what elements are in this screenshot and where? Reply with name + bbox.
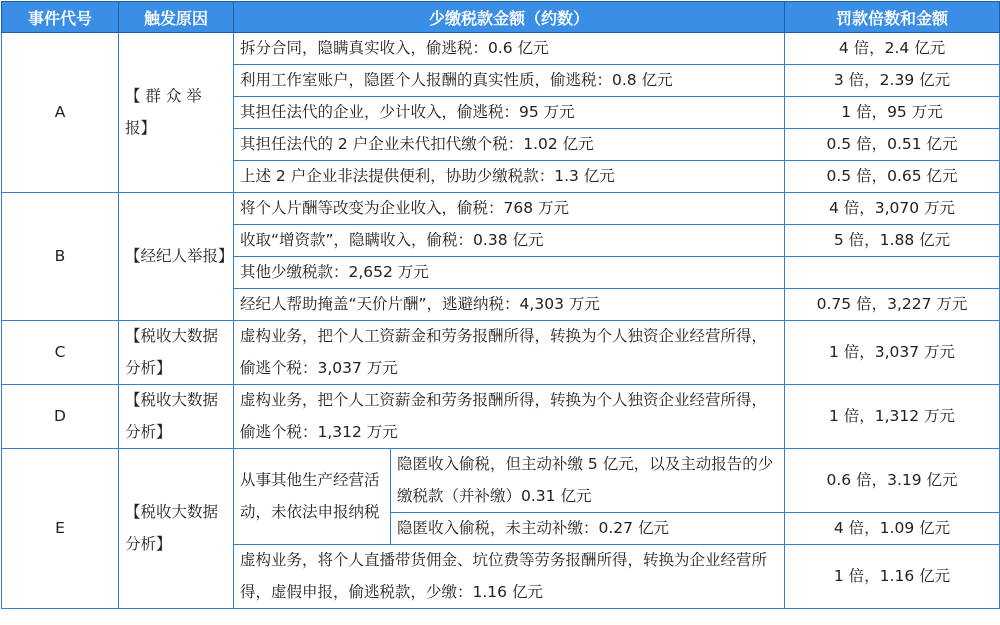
- event-description: 其他少缴税款：2,652 万元: [234, 257, 785, 289]
- table-header-row: [2, 2, 1000, 33]
- event-description: 将个人片酬等改变为企业收入，偷税：768 万元: [234, 193, 785, 225]
- event-trigger: 【税收大数据分析】: [119, 321, 234, 385]
- event-description: 其担任法代的 2 户企业未代扣代缴个税：1.02 亿元: [234, 129, 785, 161]
- event-trigger: 【经纪人举报】: [119, 193, 234, 321]
- event-code: C: [2, 321, 119, 385]
- event-penalty: 3 倍，2.39 亿元: [785, 65, 1000, 97]
- event-code: A: [2, 33, 119, 193]
- event-penalty: 1 倍，95 万元: [785, 97, 1000, 129]
- event-penalty: 5 倍，1.88 亿元: [785, 225, 1000, 257]
- event-penalty: 1 倍，1.16 亿元: [785, 545, 1000, 609]
- event-penalty: 4 倍，2.4 亿元: [785, 33, 1000, 65]
- table-row: [2, 449, 1000, 513]
- header-trigger: 触发原因: [119, 2, 234, 33]
- event-code: E: [2, 449, 119, 609]
- table-row: [2, 33, 1000, 65]
- table-row: [2, 193, 1000, 225]
- table-row: [2, 321, 1000, 385]
- event-description: 收取“增资款”，隐瞒收入，偷税：0.38 亿元: [234, 225, 785, 257]
- event-penalty: 1 倍，3,037 万元: [785, 321, 1000, 385]
- event-code: D: [2, 385, 119, 449]
- event-description: 虚构业务，把个人工资薪金和劳务报酬所得，转换为个人独资企业经营所得，偷逃个税：3,037 万元: [234, 321, 785, 385]
- event-description: 上述 2 户企业非法提供便利，协助少缴税款：1.3 亿元: [234, 161, 785, 193]
- event-description: 虚构业务，将个人直播带货佣金、坑位费等劳务报酬所得，转换为企业经营所得，虚假申报，偷逃税款，少缴：1.16 亿元: [234, 545, 785, 609]
- event-description: 隐匿收入偷税，未主动补缴：0.27 亿元: [391, 513, 785, 545]
- event-description: 拆分合同，隐瞒真实收入，偷逃税：0.6 亿元: [234, 33, 785, 65]
- header-underpaid-tax: 少缴税款金额（约数）: [234, 2, 785, 33]
- event-trigger: 【税收大数据分析】: [119, 385, 234, 449]
- event-penalty: 4 倍，1.09 亿元: [785, 513, 1000, 545]
- event-penalty: 0.6 倍，3.19 亿元: [785, 449, 1000, 513]
- event-code: B: [2, 193, 119, 321]
- event-description: 经纪人帮助掩盖“天价片酬”，逃避纳税：4,303 万元: [234, 289, 785, 321]
- header-penalty: 罚款倍数和金额: [785, 2, 1000, 33]
- event-description: 虚构业务，把个人工资薪金和劳务报酬所得，转换为个人独资企业经营所得，偷逃个税：1,312 万元: [234, 385, 785, 449]
- event-penalty: [785, 257, 1000, 289]
- event-penalty: 0.75 倍，3,227 万元: [785, 289, 1000, 321]
- table-row: [2, 385, 1000, 449]
- event-trigger: 【 群 众 举 报】: [119, 33, 234, 193]
- event-description: 其担任法代的企业，少计收入，偷逃税：95 万元: [234, 97, 785, 129]
- tax-evasion-table: [1, 1, 1000, 609]
- event-trigger: 【税收大数据分析】: [119, 449, 234, 609]
- event-penalty: 1 倍，1,312 万元: [785, 385, 1000, 449]
- event-sub-category: 从事其他生产经营活动，未依法申报纳税: [234, 449, 391, 545]
- event-description: 隐匿收入偷税，但主动补缴 5 亿元，以及主动报告的少缴税款（并补缴）0.31 亿元: [391, 449, 785, 513]
- event-penalty: 0.5 倍，0.65 亿元: [785, 161, 1000, 193]
- event-description: 利用工作室账户，隐匿个人报酬的真实性质，偷逃税：0.8 亿元: [234, 65, 785, 97]
- header-event-code: 事件代号: [2, 2, 119, 33]
- event-penalty: 4 倍，3,070 万元: [785, 193, 1000, 225]
- event-penalty: 0.5 倍，0.51 亿元: [785, 129, 1000, 161]
